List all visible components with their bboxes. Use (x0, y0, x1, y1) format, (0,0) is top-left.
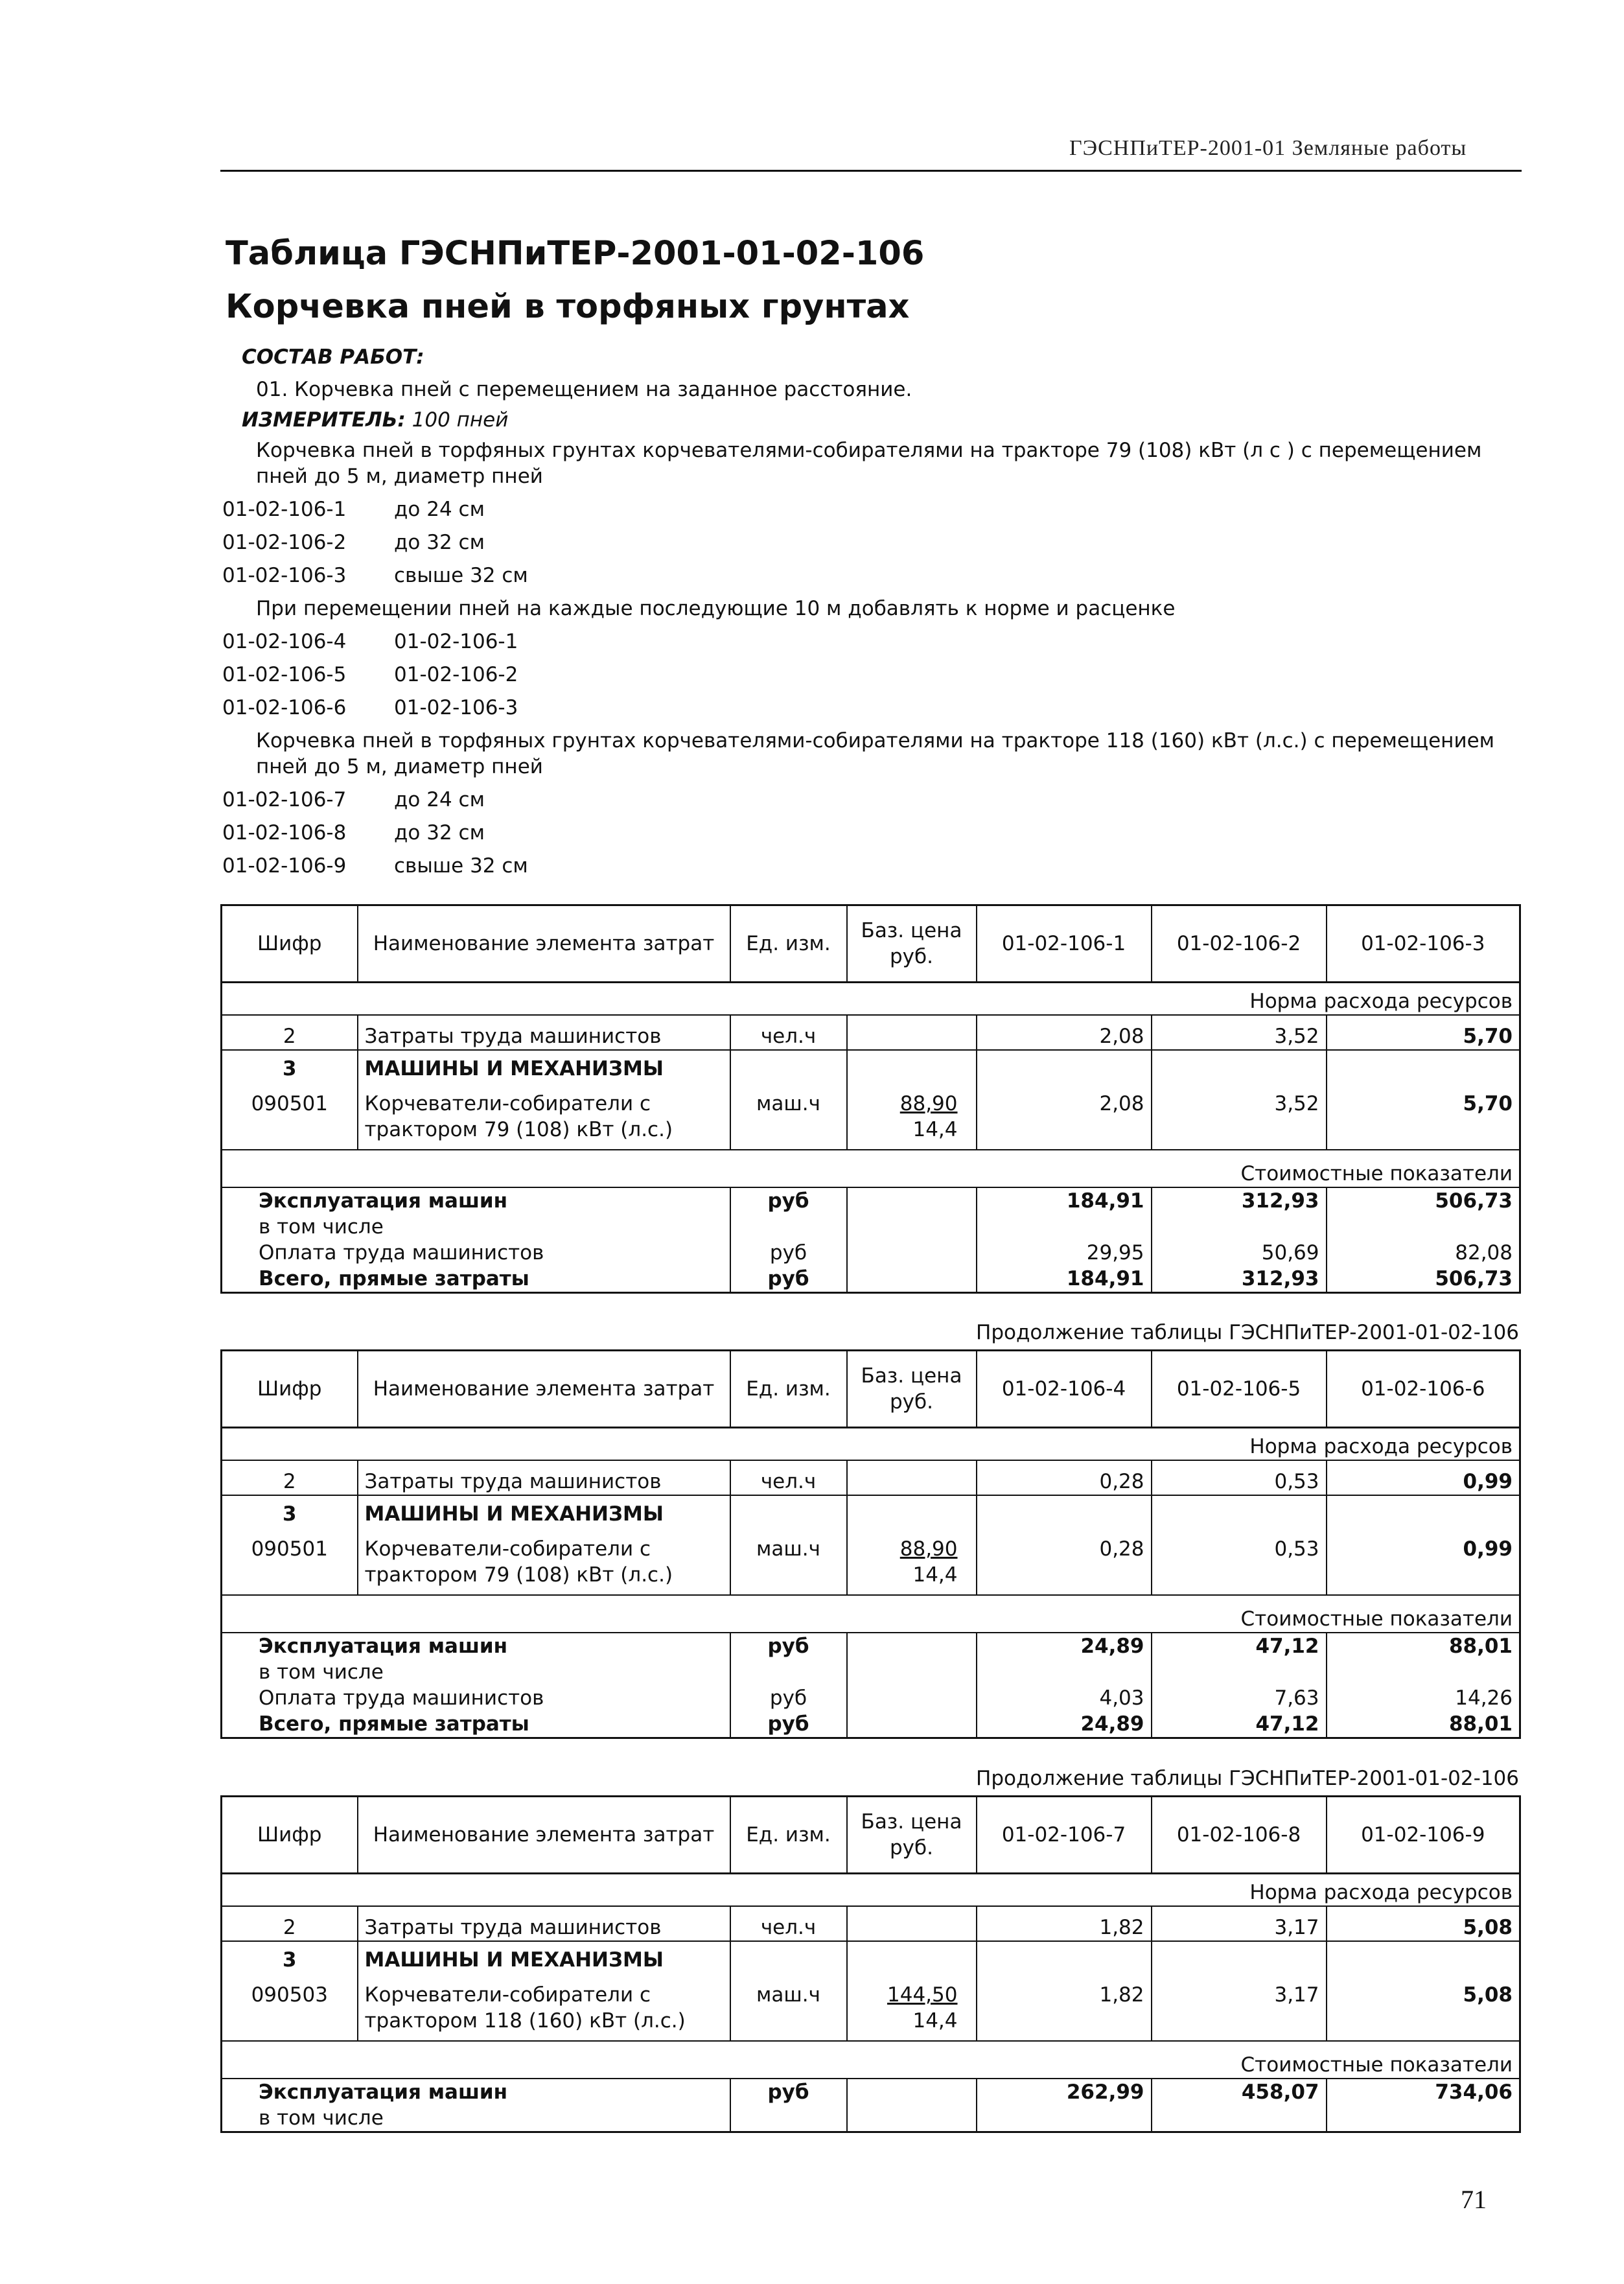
col-header-code-2: 01-02-106-8 (1152, 1797, 1327, 1874)
row-value: 24,89 (977, 1633, 1152, 1659)
row-name: Затраты труда машинистов (358, 1460, 730, 1495)
row-price (847, 1973, 977, 2041)
row-value: 5,08 (1327, 1906, 1520, 1941)
row-value: 0,28 (977, 1527, 1152, 1595)
row-value (1327, 1941, 1520, 1973)
row-price (847, 2079, 977, 2105)
code-item: 01-02-106-5 (222, 663, 347, 686)
code-desc: 01-02-106-1 (394, 630, 518, 653)
col-header-code: Шифр (222, 1797, 358, 1874)
row-name: Оплата труда машинистов (259, 1686, 544, 1710)
code-item: 01-02-106-8 (222, 821, 347, 845)
row-value: 50,69 (1152, 1240, 1327, 1266)
row-value: 5,08 (1327, 1973, 1520, 2041)
machine-name-l1: Корчеватели-собиратели с (364, 1537, 651, 1561)
row-unit (730, 1214, 847, 1240)
work-composition-label: СОСТАВ РАБОТ: (242, 345, 424, 369)
row-price (847, 1266, 977, 1293)
row-value: 3,17 (1152, 1906, 1327, 1941)
row-value: 14,26 (1327, 1685, 1520, 1711)
row-price (847, 1941, 977, 1973)
row-code: 090501 (251, 1537, 328, 1561)
machine-name-l2: трактором 79 (108) кВт (л.с.) (364, 1563, 673, 1587)
machine-row (222, 1527, 1520, 1595)
row-value (977, 1214, 1152, 1240)
row-value: 88,01 (1327, 1633, 1520, 1659)
row-value (977, 2105, 1152, 2132)
col-header-name: Наименование элемента затрат (358, 1351, 730, 1428)
row-price (847, 1633, 977, 1659)
row-value (1152, 1050, 1327, 1082)
row-value: 1,82 (977, 1973, 1152, 2041)
row-value: 184,91 (977, 1266, 1152, 1293)
machine-name-l1: Корчеватели-собиратели с (364, 1983, 651, 2007)
table-title: Таблица ГЭСНПиТЕР-2001-01-02-106 (226, 235, 925, 273)
incl-row (222, 2105, 1520, 2132)
row-unit: чел.ч (730, 1460, 847, 1495)
row-name: МАШИНЫ И МЕХАНИЗМЫ (358, 1050, 730, 1082)
row-value: 5,70 (1327, 1015, 1520, 1050)
row-value (977, 1941, 1152, 1973)
row-unit: чел.ч (730, 1906, 847, 1941)
row-name: Затраты труда машинистов (358, 1015, 730, 1050)
row-price (847, 1527, 977, 1595)
section-cost-label: Стоимостные показатели (222, 1595, 1520, 1633)
work-item: 01. Корчевка пней с перемещением на заданное расстояние. (256, 378, 912, 401)
code-item: 01-02-106-2 (222, 531, 347, 554)
labor-row (222, 1906, 1520, 1941)
row-unit: чел.ч (730, 1015, 847, 1050)
row-unit: маш.ч (730, 1082, 847, 1150)
machine-price: 144,50 (887, 1983, 958, 2007)
row-code: 2 (283, 1025, 296, 1048)
resource-table-1 (220, 904, 1521, 1294)
section-cost-row (222, 1150, 1520, 1187)
row-value (1327, 1495, 1520, 1527)
row-unit: руб (730, 1187, 847, 1214)
code-desc: свыше 32 см (394, 854, 528, 878)
row-value: 0,99 (1327, 1460, 1520, 1495)
row-value (977, 1495, 1152, 1527)
row-value (1327, 2105, 1520, 2132)
row-value: 262,99 (977, 2079, 1152, 2105)
table-header-row (222, 905, 1520, 983)
row-value: 29,95 (977, 1240, 1152, 1266)
table-header-row (222, 1797, 1520, 1874)
row-value: 3,52 (1152, 1082, 1327, 1150)
row-value (1152, 1941, 1327, 1973)
machine-name-l2: трактором 79 (108) кВт (л.с.) (364, 1118, 673, 1141)
row-value (1327, 1214, 1520, 1240)
machine-price-2: 14,4 (912, 1563, 958, 1587)
code-desc: до 24 см (394, 788, 485, 811)
row-unit: маш.ч (730, 1527, 847, 1595)
code-desc: свыше 32 см (394, 564, 528, 587)
row-price (847, 1082, 977, 1150)
exploitation-row (222, 1187, 1520, 1214)
price-header-l2: руб. (890, 1390, 933, 1414)
col-header-unit: Ед. изм. (730, 1797, 847, 1874)
col-header-code-1: 01-02-106-7 (977, 1797, 1152, 1874)
meter-label: ИЗМЕРИТЕЛЬ: (242, 408, 406, 432)
code-item: 01-02-106-3 (222, 564, 347, 587)
row-name: Эксплуатация машин (259, 1635, 508, 1658)
row-price (847, 1711, 977, 1738)
row-code: 3 (222, 1495, 358, 1527)
row-value: 2,08 (977, 1082, 1152, 1150)
row-value (1152, 1214, 1327, 1240)
row-value (977, 1050, 1152, 1082)
row-value: 734,06 (1327, 2079, 1520, 2105)
col-header-price (847, 905, 977, 983)
row-name: Всего, прямые затраты (259, 1712, 529, 1736)
code-item: 01-02-106-4 (222, 630, 347, 653)
row-value: 0,53 (1152, 1527, 1327, 1595)
section-norm-row (222, 1428, 1520, 1461)
row-unit (730, 1495, 847, 1527)
code-desc: 01-02-106-3 (394, 696, 518, 719)
row-code: 3 (222, 1050, 358, 1082)
row-value: 0,99 (1327, 1527, 1520, 1595)
row-value: 47,12 (1152, 1711, 1327, 1738)
row-value: 4,03 (977, 1685, 1152, 1711)
col-header-code-3: 01-02-106-6 (1327, 1351, 1520, 1428)
description-3-line-1: Корчевка пней в торфяных грунтах корчевателями-собирателями на тракторе 118 (160) кВт (л.с.) с перемещением (256, 729, 1495, 752)
price-header-l2: руб. (890, 1836, 933, 1859)
machine-price-2: 14,4 (912, 1118, 958, 1141)
price-header-l1: Баз. цена (861, 919, 962, 942)
row-value: 1,82 (977, 1906, 1152, 1941)
row-code: 2 (283, 1916, 296, 1939)
pay-row (222, 1240, 1520, 1266)
machines-header-row (222, 1495, 1520, 1527)
row-price (847, 1460, 977, 1495)
table-header-row (222, 1351, 1520, 1428)
col-header-price (847, 1797, 977, 1874)
row-unit: руб (730, 1633, 847, 1659)
section-norm-row (222, 1874, 1520, 1907)
machine-name-l2: трактором 118 (160) кВт (л.с.) (364, 2009, 686, 2033)
col-header-name: Наименование элемента затрат (358, 1797, 730, 1874)
row-unit: руб (730, 1240, 847, 1266)
row-value: 47,12 (1152, 1633, 1327, 1659)
col-header-code-3: 01-02-106-3 (1327, 905, 1520, 983)
row-unit (730, 2105, 847, 2132)
description-2: При перемещении пней на каждые последующие 10 м добавлять к норме и расценке (256, 597, 1176, 620)
code-item: 01-02-106-1 (222, 498, 347, 521)
row-value: 506,73 (1327, 1266, 1520, 1293)
row-name: Затраты труда машинистов (358, 1906, 730, 1941)
code-item: 01-02-106-9 (222, 854, 347, 878)
row-value (1152, 1495, 1327, 1527)
total-row (222, 1266, 1520, 1293)
machines-header-row (222, 1941, 1520, 1973)
row-value: 2,08 (977, 1015, 1152, 1050)
row-code: 2 (283, 1470, 296, 1493)
row-price (847, 1015, 977, 1050)
row-unit: руб (730, 1711, 847, 1738)
col-header-name: Наименование элемента затрат (358, 905, 730, 983)
row-name: МАШИНЫ И МЕХАНИЗМЫ (358, 1495, 730, 1527)
machine-row (222, 1082, 1520, 1150)
continuation-caption: Продолжение таблицы ГЭСНПиТЕР-2001-01-02-106 (976, 1321, 1519, 1344)
row-name: Всего, прямые затраты (259, 1267, 529, 1290)
section-cost-row (222, 2041, 1520, 2079)
price-header-l2: руб. (890, 945, 933, 968)
total-row (222, 1711, 1520, 1738)
col-header-code-2: 01-02-106-2 (1152, 905, 1327, 983)
incl-row (222, 1214, 1520, 1240)
description-1-line-1: Корчевка пней в торфяных грунтах корчевателями-собирателями на тракторе 79 (108) кВт (л с ) с перемещением (256, 439, 1482, 462)
col-header-code-1: 01-02-106-1 (977, 905, 1152, 983)
row-price (847, 1187, 977, 1214)
row-name: Эксплуатация машин (259, 2080, 508, 2104)
row-price (847, 1240, 977, 1266)
row-unit (730, 1050, 847, 1082)
col-header-code: Шифр (222, 1351, 358, 1428)
section-cost-row (222, 1595, 1520, 1633)
col-header-code-1: 01-02-106-4 (977, 1351, 1152, 1428)
row-name: Оплата труда машинистов (259, 1241, 544, 1264)
row-name (358, 1973, 730, 2041)
labor-row (222, 1015, 1520, 1050)
col-header-price (847, 1351, 977, 1428)
machine-price: 88,90 (899, 1092, 958, 1115)
machine-price-2: 14,4 (912, 2009, 958, 2033)
row-price (847, 1495, 977, 1527)
exploitation-row (222, 2079, 1520, 2105)
code-desc: 01-02-106-2 (394, 663, 518, 686)
row-value: 184,91 (977, 1187, 1152, 1214)
row-unit: руб (730, 2079, 847, 2105)
running-header: ГЭСНПиТЕР-2001-01 Земляные работы (1069, 136, 1467, 160)
row-price (847, 1906, 977, 1941)
col-header-unit: Ед. изм. (730, 905, 847, 983)
code-item: 01-02-106-7 (222, 788, 347, 811)
row-price (847, 2105, 977, 2132)
row-value (1152, 2105, 1327, 2132)
row-unit: руб (730, 1266, 847, 1293)
row-value: 3,17 (1152, 1973, 1327, 2041)
row-value: 312,93 (1152, 1187, 1327, 1214)
row-code: 3 (222, 1941, 358, 1973)
row-value (977, 1659, 1152, 1685)
row-unit (730, 1941, 847, 1973)
header-rule (220, 170, 1522, 172)
section-norm-label: Норма расхода ресурсов (222, 1874, 1520, 1907)
code-desc: до 32 см (394, 531, 485, 554)
page-number: 71 (1461, 2185, 1487, 2214)
machines-header-row (222, 1050, 1520, 1082)
col-header-code-2: 01-02-106-5 (1152, 1351, 1327, 1428)
row-name: Эксплуатация машин (259, 1189, 508, 1213)
row-code: 090501 (251, 1092, 328, 1115)
description-1-line-2: пней до 5 м, диаметр пней (256, 465, 543, 488)
row-value: 24,89 (977, 1711, 1152, 1738)
machine-name-l1: Корчеватели-собиратели с (364, 1092, 651, 1115)
price-header-l1: Баз. цена (861, 1810, 962, 1834)
table-subtitle: Корчевка пней в торфяных грунтах (226, 288, 910, 326)
col-header-code: Шифр (222, 905, 358, 983)
description-3-line-2: пней до 5 м, диаметр пней (256, 755, 543, 778)
row-value: 0,53 (1152, 1460, 1327, 1495)
col-header-unit: Ед. изм. (730, 1351, 847, 1428)
row-value: 88,01 (1327, 1711, 1520, 1738)
row-name (358, 1082, 730, 1150)
continuation-caption: Продолжение таблицы ГЭСНПиТЕР-2001-01-02-106 (976, 1767, 1519, 1790)
row-name: в том числе (259, 1215, 384, 1239)
meter-value: 100 пней (412, 408, 509, 432)
resource-table-3 (220, 1795, 1521, 2133)
row-unit (730, 1659, 847, 1685)
row-value: 5,70 (1327, 1082, 1520, 1150)
row-price (847, 1214, 977, 1240)
incl-row (222, 1659, 1520, 1685)
machine-row (222, 1973, 1520, 2041)
code-desc: до 32 см (394, 821, 485, 845)
resource-table-2 (220, 1349, 1521, 1739)
col-header-code-3: 01-02-106-9 (1327, 1797, 1520, 1874)
section-norm-label: Норма расхода ресурсов (222, 983, 1520, 1016)
row-name: в том числе (259, 2106, 384, 2130)
row-unit: маш.ч (730, 1973, 847, 2041)
row-value: 82,08 (1327, 1240, 1520, 1266)
machine-price: 88,90 (899, 1537, 958, 1561)
row-price (847, 1659, 977, 1685)
row-value: 458,07 (1152, 2079, 1327, 2105)
price-header-l1: Баз. цена (861, 1364, 962, 1388)
row-value (1152, 1659, 1327, 1685)
meter-line (242, 408, 508, 432)
row-name: МАШИНЫ И МЕХАНИЗМЫ (358, 1941, 730, 1973)
section-cost-label: Стоимостные показатели (222, 2041, 1520, 2079)
row-price (847, 1685, 977, 1711)
labor-row (222, 1460, 1520, 1495)
section-norm-label: Норма расхода ресурсов (222, 1428, 1520, 1461)
row-value: 506,73 (1327, 1187, 1520, 1214)
row-value (1327, 1050, 1520, 1082)
row-name: в том числе (259, 1661, 384, 1684)
code-desc: до 24 см (394, 498, 485, 521)
row-value (1327, 1659, 1520, 1685)
row-value: 7,63 (1152, 1685, 1327, 1711)
section-cost-label: Стоимостные показатели (222, 1150, 1520, 1187)
row-unit: руб (730, 1685, 847, 1711)
row-value: 3,52 (1152, 1015, 1327, 1050)
row-name (358, 1527, 730, 1595)
pay-row (222, 1685, 1520, 1711)
row-price (847, 1050, 977, 1082)
code-item: 01-02-106-6 (222, 696, 347, 719)
row-code: 090503 (251, 1983, 328, 2007)
row-value: 0,28 (977, 1460, 1152, 1495)
section-norm-row (222, 983, 1520, 1016)
row-value: 312,93 (1152, 1266, 1327, 1293)
exploitation-row (222, 1633, 1520, 1659)
